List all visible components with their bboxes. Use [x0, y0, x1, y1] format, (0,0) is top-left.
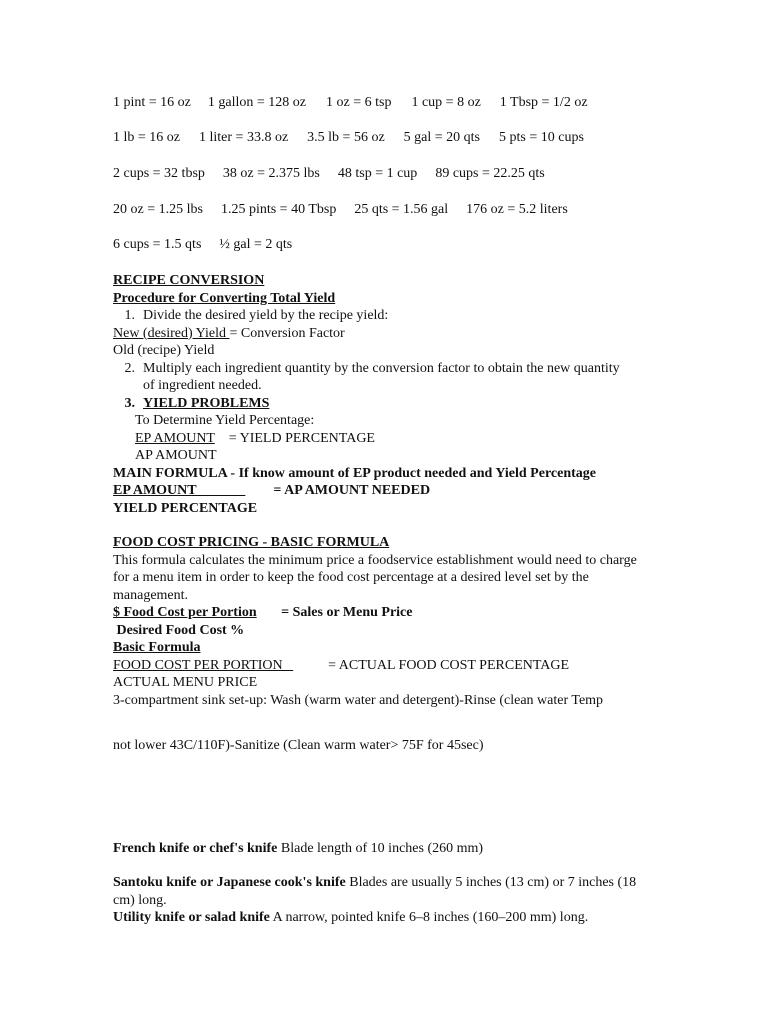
knife-name: Utility knife or salad knife — [113, 910, 270, 925]
determine-yield-label: To Determine Yield Percentage: — [135, 413, 315, 428]
sales-menu-price-label: = Sales or Menu Price — [256, 605, 413, 620]
conversion-item: 3.5 lb = 56 oz — [307, 130, 385, 145]
knife-name: Santoku knife or Japanese cook's knife — [113, 875, 346, 890]
ap-amount-formula — [113, 482, 673, 500]
conversion-factor-label: = Conversion Factor — [229, 325, 345, 341]
basic-formula-heading: Basic Formula — [113, 640, 201, 655]
conversion-item: 176 oz = 5.2 liters — [466, 202, 568, 217]
conversion-item: 1 lb = 16 oz — [113, 130, 180, 145]
conversion-item: 1 liter = 33.8 oz — [199, 130, 289, 145]
food-cost-heading: FOOD COST PRICING - BASIC FORMULA — [113, 535, 390, 550]
ap-amount-needed-label: = AP AMOUNT NEEDED — [245, 483, 431, 498]
ep-amount-label: EP AMOUNT — [135, 430, 215, 446]
knife-entry-french — [113, 840, 483, 858]
actual-food-cost-percentage-label: = ACTUAL FOOD COST PERCENTAGE — [293, 657, 570, 673]
step-number: 3. — [124, 395, 135, 411]
conversion-item: 1.25 pints = 40 Tbsp — [220, 202, 337, 217]
conversion-item: 1 pint = 16 oz — [113, 95, 191, 110]
formula-section — [113, 272, 673, 709]
step-number: 1. — [124, 308, 135, 323]
conversion-item: 5 pts = 10 cups — [499, 130, 584, 145]
conversion-item: 2 cups = 32 tbsp — [113, 166, 205, 181]
yield-percentage-label: = YIELD PERCENTAGE — [214, 430, 375, 446]
conversion-item: 6 cups = 1.5 qts — [113, 237, 202, 252]
old-yield-label: Old (recipe) Yield — [113, 343, 215, 358]
step-text: Multiply each ingredient quantity by the conversion factor to obtain the new quantity of ingredient needed. — [143, 360, 620, 393]
step-2 — [113, 360, 673, 395]
conversion-item: 38 oz = 2.375 lbs — [222, 166, 320, 181]
conversion-item: 25 qts = 1.56 gal — [354, 202, 449, 217]
conversion-line-1 — [113, 94, 588, 112]
recipe-conversion-heading: RECIPE CONVERSION — [113, 273, 265, 288]
conversion-item: 1 Tbsp = 1/2 oz — [499, 95, 588, 110]
ep-amount-label-2: EP AMOUNT — [113, 483, 246, 498]
conversion-item: 1 oz = 6 tsp — [326, 95, 392, 110]
conversion-line-5 — [113, 236, 292, 254]
knife-name: French knife or chef's knife — [113, 841, 278, 856]
menu-price-formula — [113, 604, 673, 622]
step-1 — [113, 307, 673, 325]
food-cost-description: This formula calculates the minimum price a foodservice establishment would need to charge for a menu item in order to keep the food cost percentage at a desired level set by the management. — [113, 552, 637, 603]
food-cost-per-portion-label: $ Food Cost per Portion — [113, 605, 257, 620]
step-3 — [113, 395, 673, 413]
step-text: Divide the desired yield by the recipe yield: — [143, 308, 389, 323]
knife-description: A narrow, pointed knife 6–8 inches (160–200 mm) long. — [269, 910, 589, 925]
actual-menu-price-label: ACTUAL MENU PRICE — [113, 675, 258, 690]
conversion-factor-formula — [113, 325, 673, 343]
conversion-item: 20 oz = 1.25 lbs — [113, 202, 203, 217]
yield-percentage-formula — [113, 430, 673, 448]
conversion-line-3 — [113, 165, 545, 183]
yield-percentage-label-2: YIELD PERCENTAGE — [113, 500, 258, 516]
conversion-item: 48 tsp = 1 cup — [337, 166, 418, 181]
step-number: 2. — [124, 360, 135, 376]
conversion-line-2 — [113, 129, 584, 147]
sink-setup-line-2: not lower 43C/110F)-Sanitize (Clean warm water> 75F for 45sec) — [113, 738, 484, 753]
knife-description: Blades are usually 5 inches (13 cm) or 7 inches (18 cm) long. — [113, 875, 637, 908]
new-yield-label: New (desired) Yield — [113, 325, 230, 341]
knife-description: Blade length of 10 inches (260 mm) — [277, 841, 484, 856]
sink-setup-line-1: 3-compartment sink set-up: Wash (warm water and detergent)-Rinse (clean water Temp — [113, 692, 604, 708]
ap-amount-label: AP AMOUNT — [135, 448, 217, 463]
desired-food-cost-label: Desired Food Cost % — [113, 622, 245, 638]
converting-yield-subheading: Procedure for Converting Total Yield — [113, 290, 336, 306]
main-formula-heading: MAIN FORMULA - If know amount of EP product needed and Yield Percentage — [113, 465, 596, 481]
conversion-line-4 — [113, 201, 568, 219]
knife-entry-santoku — [113, 874, 658, 927]
food-cost-per-portion-label-2: FOOD COST PER PORTION — [113, 657, 294, 673]
conversion-item: 1 gallon = 128 oz — [207, 95, 306, 110]
conversion-item: 5 gal = 20 qts — [403, 130, 480, 145]
yield-problems-heading: YIELD PROBLEMS — [143, 395, 270, 411]
conversion-item: ½ gal = 2 qts — [219, 237, 293, 252]
conversion-item: 1 cup = 8 oz — [411, 95, 481, 110]
conversion-item: 89 cups = 22.25 qts — [435, 166, 545, 181]
actual-food-cost-formula — [113, 657, 673, 675]
